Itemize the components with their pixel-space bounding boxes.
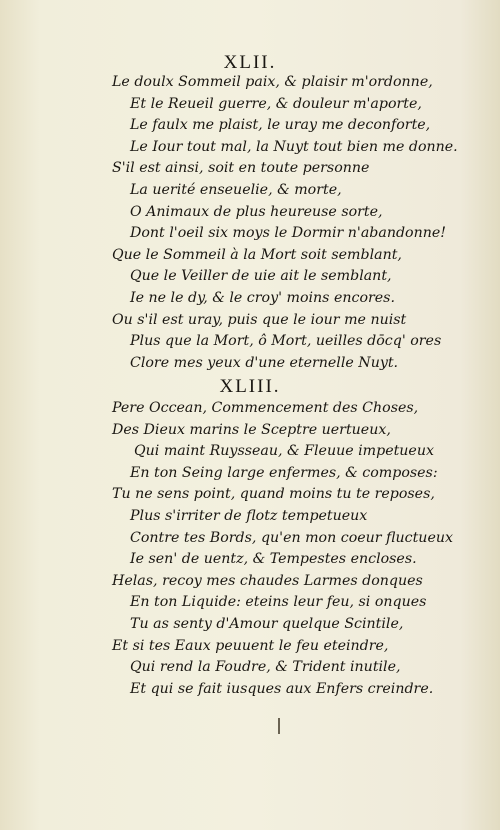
verse-line: Clore mes yeux d'une eternelle Nuyt. xyxy=(130,354,399,371)
verse-line: Tu ne sens point, quand moins tu te reposes, xyxy=(112,486,435,503)
verse-line: La uerité enseuelie, & morte, xyxy=(130,181,342,198)
sonnet-42-heading: XLII. xyxy=(223,52,277,73)
verse-line: Helas, recoy mes chaudes Larmes donques xyxy=(112,572,423,589)
verse-line: Tu as senty d'Amour quelque Scintile, xyxy=(130,615,404,632)
verse-line: Et qui se fait iusques aux Enfers creindre. xyxy=(130,680,434,697)
verse-line: O Animaux de plus heureuse sorte, xyxy=(130,203,383,220)
verse-line: Ie sen' de uentz, & Tempestes encloses. xyxy=(130,551,417,568)
printer-mark xyxy=(278,718,280,734)
verse-line: Qui rend la Foudre, & Trident inutile, xyxy=(130,659,401,676)
verse-line: En ton Liquide: eteins leur feu, si onques xyxy=(130,594,427,611)
verse-line: Le Iour tout mal, la Nuyt tout bien me donne. xyxy=(130,138,458,155)
verse-line: Le faulx me plaist, le uray me deconforte, xyxy=(130,117,431,134)
verse-line: Et si tes Eaux peuuent le feu eteindre, xyxy=(112,637,389,654)
verse-line: Dont l'oeil six moys le Dormir n'abandonne! xyxy=(130,225,446,242)
sonnet-43-heading: XLIII. xyxy=(219,376,281,397)
verse-line: Le doulx Sommeil paix, & plaisir m'ordonne, xyxy=(112,74,433,90)
verse-line: Plus s'irriter de flotz tempetueux xyxy=(130,507,368,524)
verse-line: Que le Veiller de uie ait le semblant, xyxy=(130,268,392,285)
verse-line: Plus que la Mort, ô Mort, ueilles dōcq' ores xyxy=(130,333,442,350)
sonnet-42 xyxy=(0,72,500,374)
verse-line: Qui maint Ruysseau, & Fleuue impetueux xyxy=(134,443,434,460)
verse-line: Que le Sommeil à la Mort soit semblant, xyxy=(112,246,402,263)
verse-line: Des Dieux marins le Sceptre uertueux, xyxy=(112,421,391,438)
verse-line: Contre tes Bords, qu'en mon coeur fluctueux xyxy=(130,529,453,546)
verse-line: Ie ne le dy, & le croy' moins encores. xyxy=(130,289,395,306)
verse-line: En ton Seing large enfermes, & composes: xyxy=(130,464,438,481)
verse-line: Ou s'il est uray, puis que le iour me nuist xyxy=(112,311,407,328)
verse-line: Pere Occean, Commencement des Choses, xyxy=(112,400,419,416)
verse-line: Et le Reueil guerre, & douleur m'aporte, xyxy=(130,95,422,112)
sonnet-43 xyxy=(0,398,500,700)
verse-line: S'il est ainsi, soit en toute personne xyxy=(112,160,370,177)
